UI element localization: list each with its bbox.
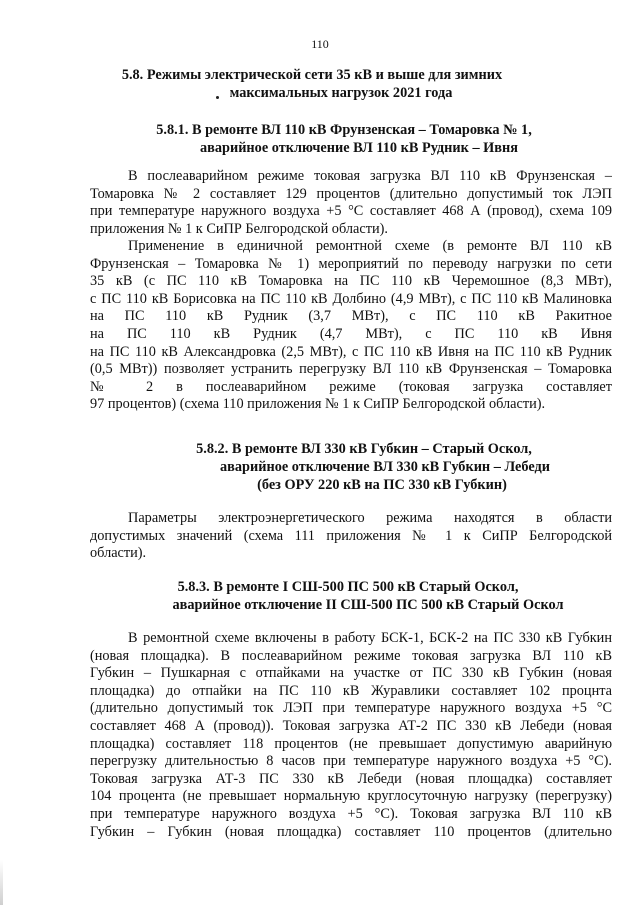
text-line: (новая площадка). В послеаварийном режиме токовая загрузка ВЛ 110 кВ [90,647,612,664]
section-heading-5-8 [0,66,640,102]
paragraph-5-8-1-a [90,168,612,238]
section-heading-5-8-2 [0,440,640,494]
heading-line: 5.8.1. В ремонте ВЛ 110 кВ Фрунзенская – Томаровка № 1, [156,122,532,138]
stray-mark [216,96,219,99]
text-line: 35 кВ (с ПС 110 кВ Томаровка на ПС 110 кВ Черемошное (8,3 МВт), [90,273,612,290]
text-line: с ПС 110 кВ Борисовка на ПС 110 кВ Долбино (4,9 МВт), с ПС 110 кВ Малиновка [90,290,612,307]
text-line: В послеаварийном режиме токовая загрузка ВЛ 110 кВ Фрунзенская – [128,168,612,184]
text-line: (0,5 МВт)) позволяет устранить перегрузку ВЛ 110 кВ Фрунзенская – Томаровка [90,361,612,378]
heading-line: аварийное отключение II СШ-500 ПС 500 кВ Старый Оскол [172,597,564,613]
paragraph-5-8-1-b [90,238,612,414]
heading-line: (без ОРУ 220 кВ на ПС 330 кВ Губкин) [257,477,507,493]
text-line: приложения № 1 к СиПР Белгородской области). [90,220,388,237]
text-line: (длительно допустимый ток ЛЭП при температуре наружного воздуха +5 °С [90,700,612,717]
paragraph-5-8-2 [90,510,612,563]
page-number: 110 [311,37,329,51]
text-line: площадка) составляет 118 процентов (не превышает допустимую аварийную [90,735,612,752]
text-line: допустимых значений (схема 111 приложения № 1 к СиПР Белгородской [90,527,612,544]
heading-line: аварийное отключение ВЛ 330 кВ Губкин – Лебеди [220,459,550,475]
text-line: составляет 468 А (провод)). Токовая загрузка АТ-2 ПС 330 кВ Лебеди (новая [90,717,612,734]
text-line: на ПС 110 кВ Рудник (3,7 МВт), с ПС 110 кВ Ракитное [90,308,612,325]
text-line: Губкин – Губкин (новая площадка) составляет 110 процентов (длительно [90,823,612,840]
scan-edge-shadow [0,860,3,905]
text-line: при температуре наружного воздуха +5 °С составляет 468 А (провод), схема 109 [90,203,612,220]
text-line: Фрунзенская – Томаровка № 1) мероприятий по переводу нагрузки по сети [90,255,612,272]
text-line: при температуре наружного воздуха +5 °С). Токовая загрузка ВЛ 110 кВ [90,805,612,822]
text-line: на ПС 110 кВ Рудник (4,7 МВт), с ПС 110 кВ Ивня [90,325,612,342]
text-line: Томаровка № 2 составляет 129 процентов (длительно допустимый ток ЛЭП [90,185,612,202]
heading-line: максимальных нагрузок 2021 года [229,85,453,101]
text-line: 97 процентов) (схема 110 приложения № 1 к СиПР Белгородской области). [90,396,546,413]
text-line: Токовая загрузка АТ-3 ПС 330 кВ Лебеди (новая площадка) составляет [90,770,612,787]
text-line: № 2 в послеаварийном режиме (токовая загрузка составляет [90,378,612,395]
heading-line: 5.8.3. В ремонте I СШ-500 ПС 500 кВ Старый Оскол, [177,579,519,595]
text-line: площадка) до отпайки на ПС 110 кВ Журавлики составляет 102 процнта [90,682,612,699]
text-line: перегрузку длительностью 8 часов при температуре наружного воздуха +5 °С). [90,753,612,770]
text-line: Параметры электроэнергетического режима находятся в области [128,510,612,526]
text-line: В ремонтной схеме включены в работу БСК-1, БСК-2 на ПС 330 кВ Губкин [128,630,612,646]
heading-line: 5.8.2. В ремонте ВЛ 330 кВ Губкин – Старый Оскол, [196,441,532,457]
text-line: Применение в единичной ремонтной схеме (в ремонте ВЛ 110 кВ [128,238,612,254]
heading-line: аварийное отключение ВЛ 110 кВ Рудник – Ивня [199,140,518,156]
section-heading-5-8-1 [0,121,640,157]
text-line: области). [90,545,147,562]
text-line: Губкин – Пушкарная с отпайками на участке от ПС 330 кВ Губкин (новая [90,665,612,682]
text-line: 104 процента (не превышает нормальную круглосуточную нагрузку (перегрузку) [90,788,612,805]
heading-line: 5.8. Режимы электрической сети 35 кВ и выше для зимних [121,67,503,83]
text-line: на ПС 110 кВ Александровка (2,5 МВт), с ПС 110 кВ Ивня на ПС 110 кВ Рудник [90,343,612,360]
paragraph-5-8-3 [90,630,612,841]
section-heading-5-8-3 [0,578,640,614]
